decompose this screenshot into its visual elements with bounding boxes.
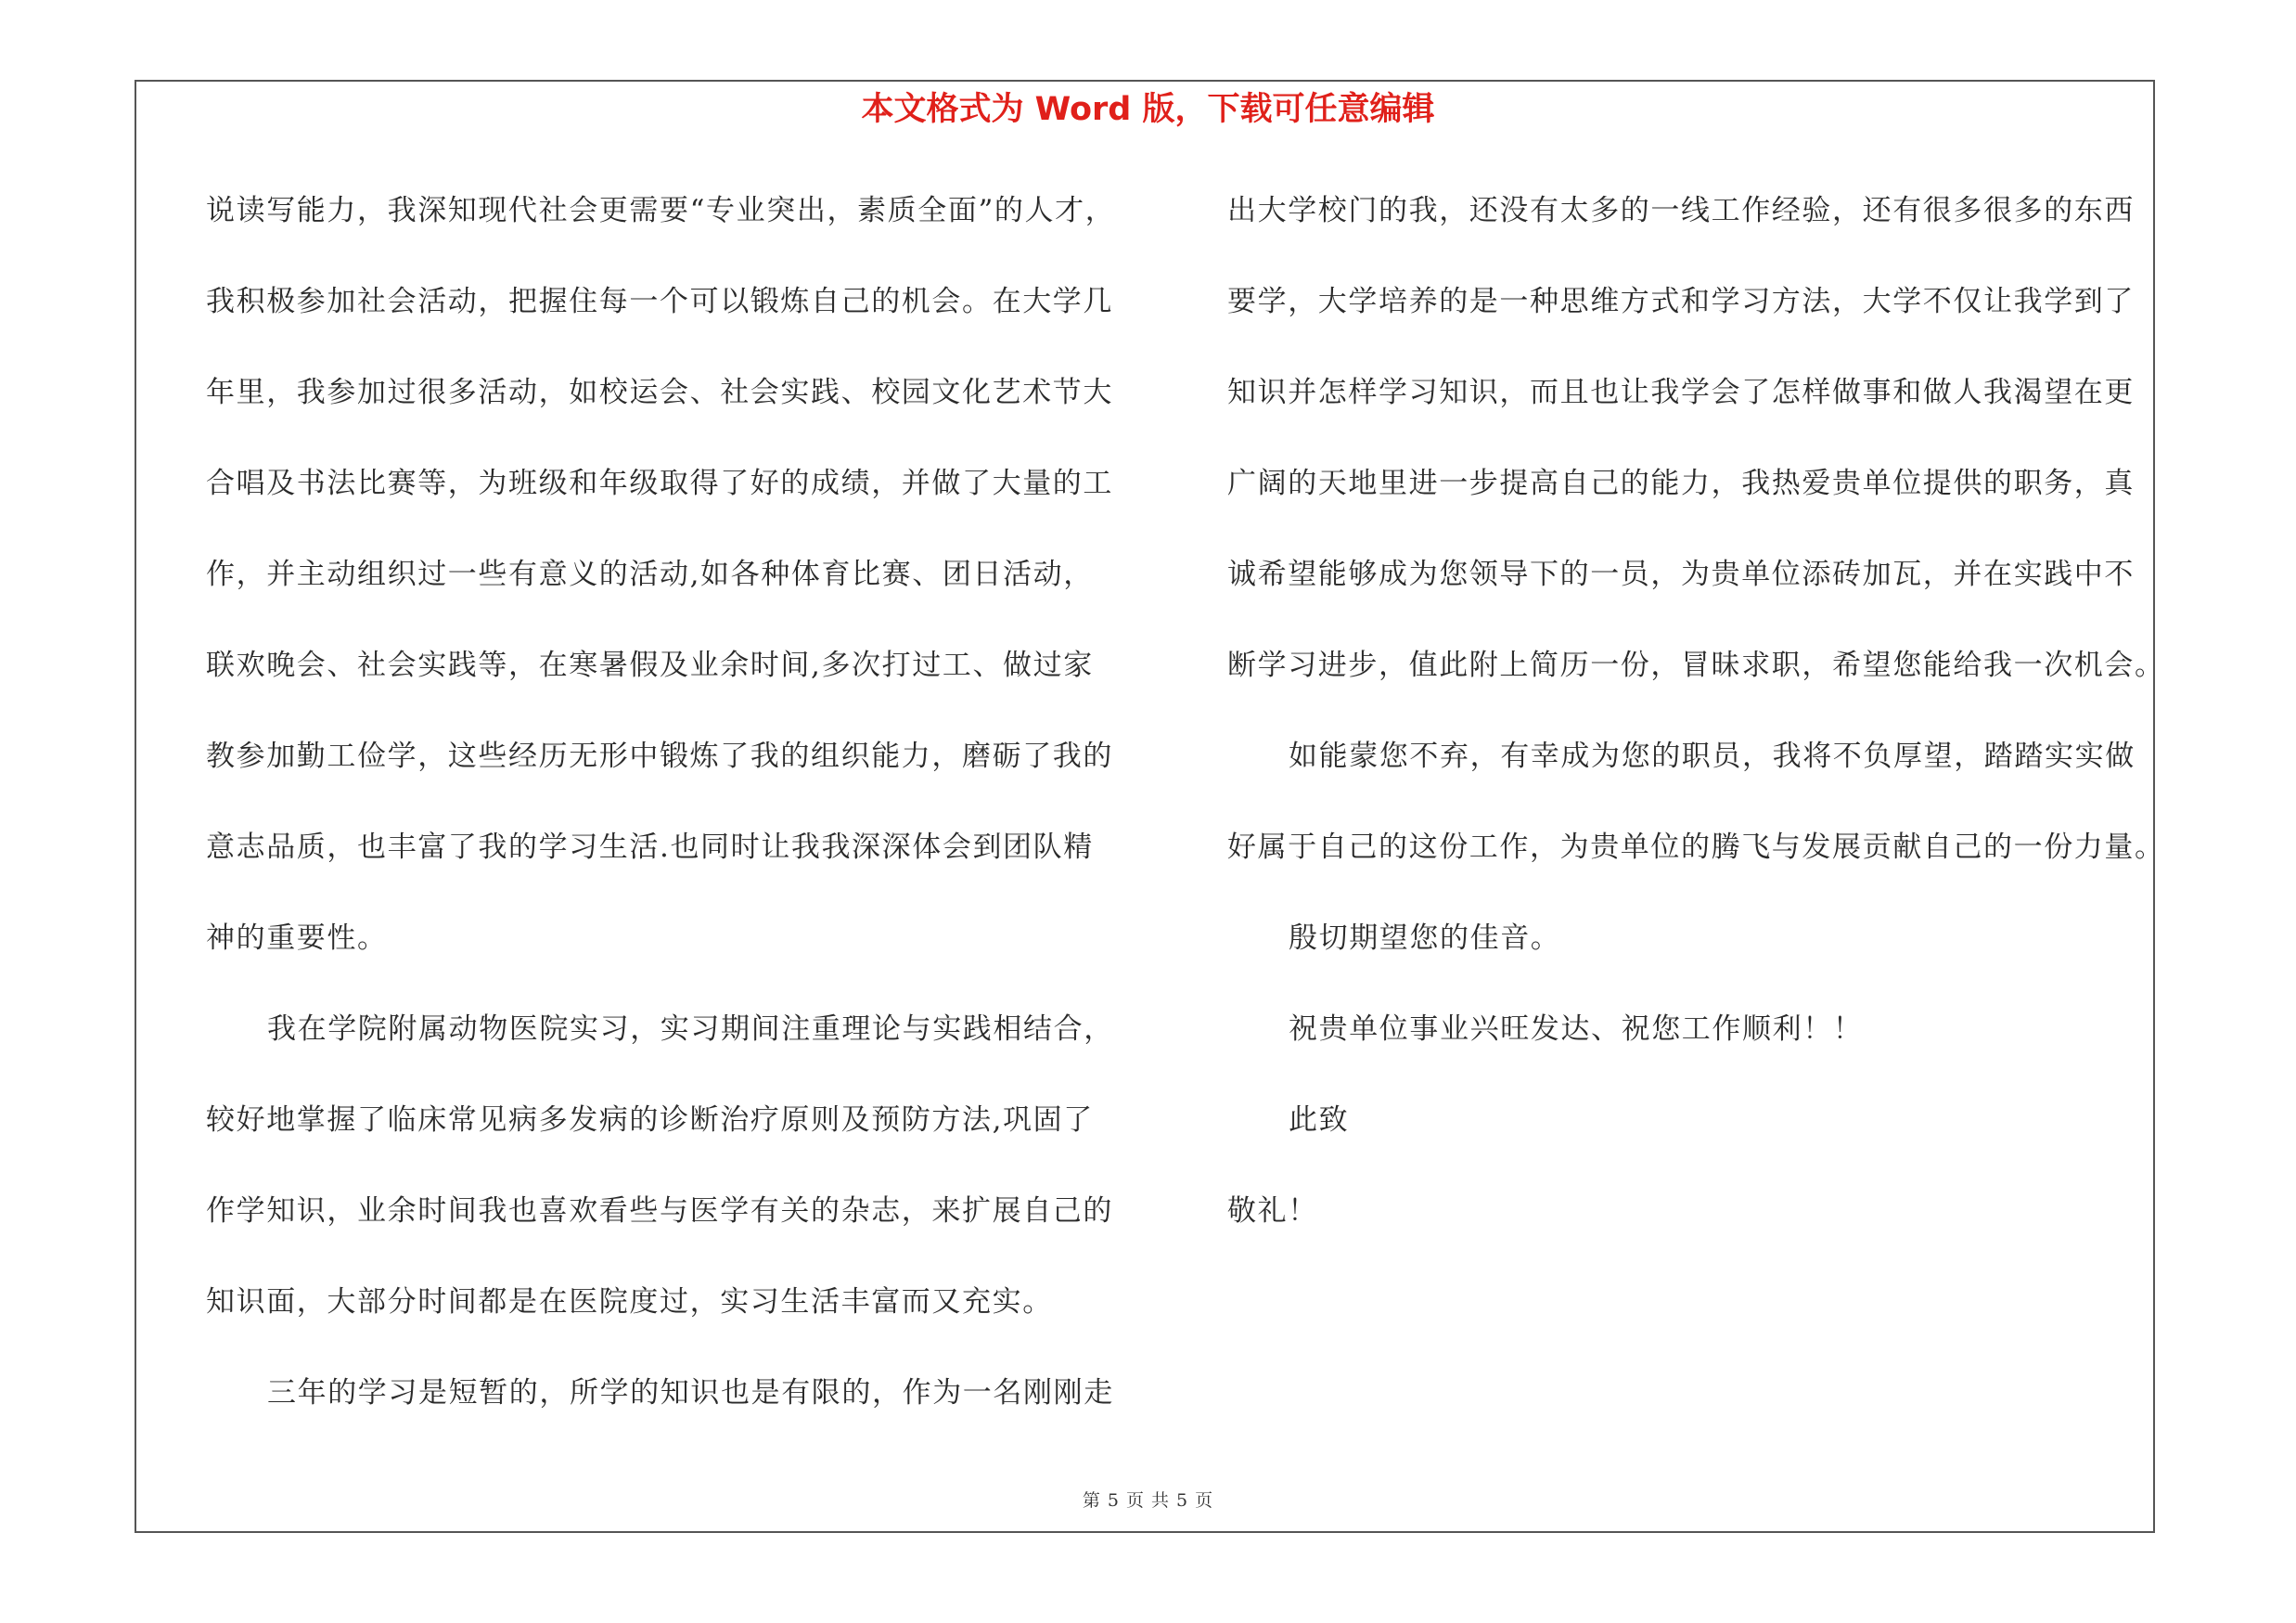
text-line: 诚希望能够成为您领导下的一员，为贵单位添砖加瓦，并在实践中不	[1227, 558, 2135, 591]
left-column	[206, 182, 1171, 1455]
text-line: 教参加勤工俭学，这些经历无形中锻炼了我的组织能力，磨砺了我的	[206, 740, 1113, 773]
text-line: 合唱及书法比赛等，为班级和年级取得了好的成绩，并做了大量的工	[206, 467, 1113, 500]
closing-line: 祝贵单位事业兴旺发达、祝您工作顺利！！	[1289, 1012, 1864, 1046]
text-line: 知识面，大部分时间都是在医院度过，实习生活丰富而又充实。	[206, 1285, 1053, 1319]
text-line: 作学知识，业余时间我也喜欢看些与医学有关的杂志，来扩展自己的	[206, 1194, 1113, 1228]
closing-line: 殷切期望您的佳音。	[1289, 921, 1561, 955]
text-line: 广阔的天地里进一步提高自己的能力，我热爱贵单位提供的职务，真	[1227, 467, 2135, 500]
text-line: 意志品质，也丰富了我的学习生活.也同时让我我深深体会到团队精	[206, 831, 1094, 864]
text-line: 好属于自己的这份工作，为贵单位的腾飞与发展贡献自己的一份力量。	[1227, 831, 2165, 864]
closing-line: 此致	[1289, 1103, 1350, 1137]
text-line: 年里，我参加过很多活动，如校运会、社会实践、校园文化艺术节大	[206, 376, 1113, 409]
text-line: 较好地掌握了临床常见病多发病的诊断治疗原则及预防方法,巩固了	[206, 1103, 1094, 1137]
text-line: 我积极参加社会活动，把握住每一个可以锻炼自己的机会。在大学几	[206, 285, 1113, 318]
header-banner: 本文格式为 Word 版，下载可任意编辑	[861, 91, 1435, 128]
text-line: 联欢晚会、社会实践等，在寒暑假及业余时间,多次打过工、做过家	[206, 649, 1094, 682]
text-line: 说读写能力，我深知现代社会更需要“专业突出，素质全面”的人才，	[206, 194, 1116, 227]
text-line: 要学，大学培养的是一种思维方式和学习方法，大学不仅让我学到了	[1227, 285, 2135, 318]
paragraph-start-line: 我在学院附属动物医院实习，实习期间注重理论与实践相结合，	[267, 1012, 1114, 1046]
right-column	[1227, 182, 2164, 1273]
text-line: 知识并怎样学习知识，而且也让我学会了怎样做事和做人我渴望在更	[1227, 376, 2135, 409]
page-number: 第 5 页 共 5 页	[1082, 1490, 1214, 1511]
text-line: 出大学校门的我，还没有太多的一线工作经验，还有很多很多的东西	[1227, 194, 2135, 227]
text-line: 断学习进步，值此附上简历一份，冒昧求职，希望您能给我一次机会。	[1227, 649, 2165, 682]
paragraph-start-line: 三年的学习是短暂的，所学的知识也是有限的，作为一名刚刚走	[267, 1376, 1114, 1410]
text-line: 神的重要性。	[206, 921, 388, 955]
text-line: 作，并主动组织过一些有意义的活动,如各种体育比赛、团日活动，	[206, 558, 1094, 591]
salutation-line: 敬礼！	[1227, 1194, 1318, 1228]
paragraph-start-line: 如能蒙您不弃，有幸成为您的职员，我将不负厚望，踏踏实实做	[1289, 740, 2136, 773]
